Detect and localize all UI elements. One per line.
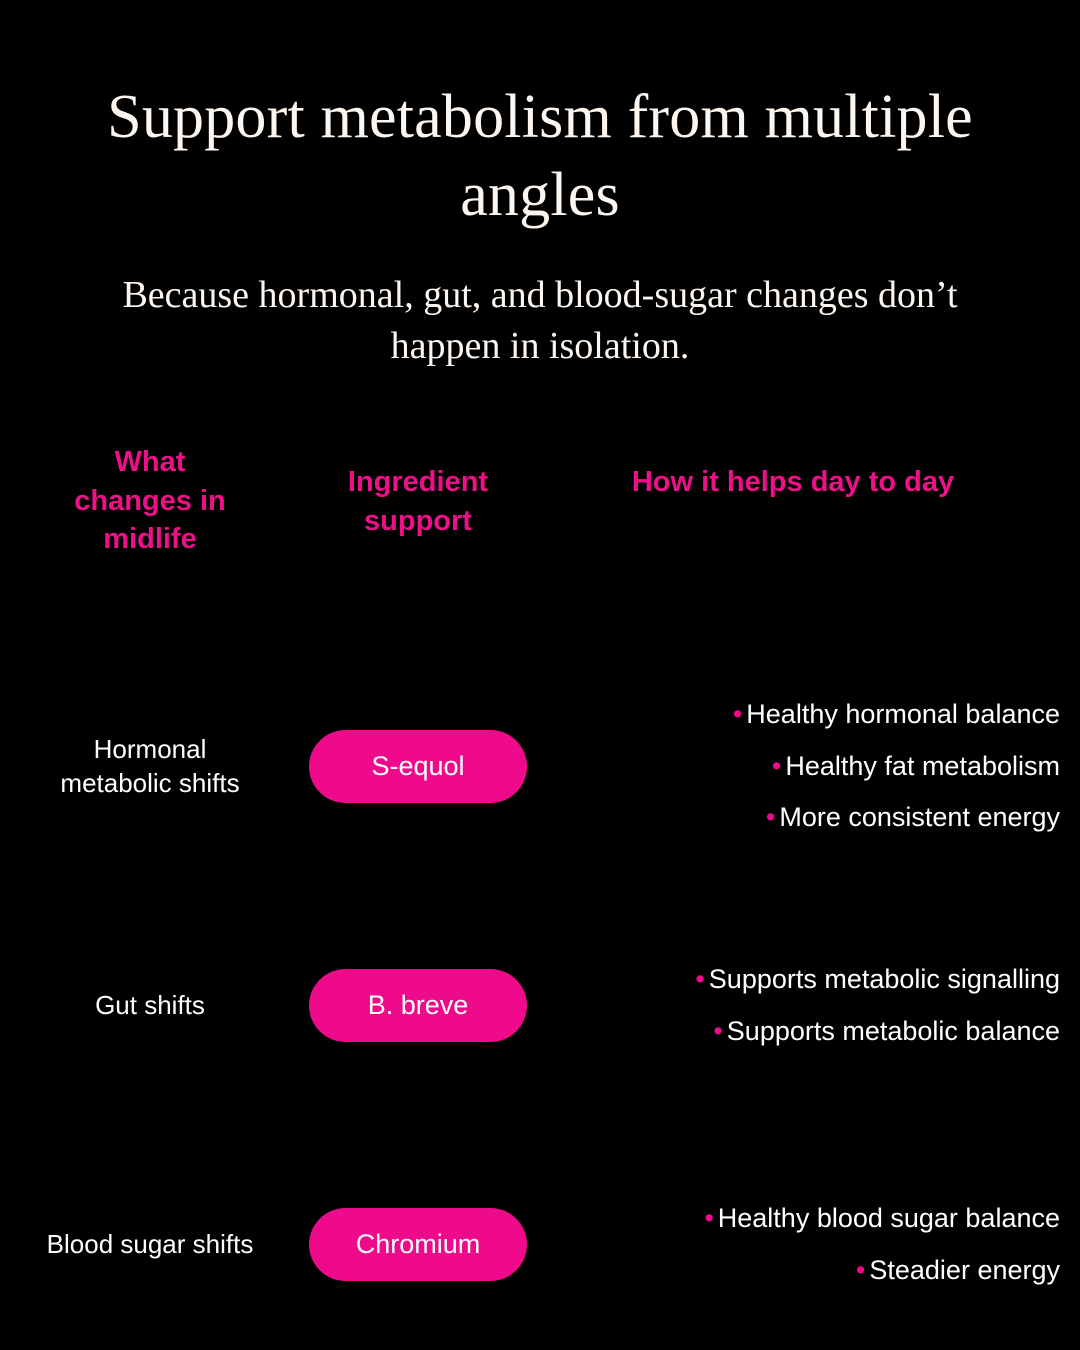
ingredient-pill: S-equol xyxy=(309,730,527,803)
table-row xyxy=(0,883,1080,1128)
benefit-text: Steadier energy xyxy=(869,1254,1060,1285)
header xyxy=(0,0,1080,371)
page-subtitle: Because hormonal, gut, and blood-sugar changes don’t happen in isolation. xyxy=(122,274,958,367)
column-heading-ingredient: Ingredient support xyxy=(347,466,489,537)
benefits-cell xyxy=(536,1204,1080,1285)
benefits-cell xyxy=(536,700,1080,833)
column-heading-changes: What changes in midlife xyxy=(74,446,226,555)
benefit-item xyxy=(536,700,1060,730)
ingredient-cell xyxy=(300,1208,536,1281)
bullet-icon: • xyxy=(771,750,782,781)
benefit-text: Supports metabolic signalling xyxy=(708,963,1060,994)
bullet-icon: • xyxy=(732,699,743,730)
benefit-text: More consistent energy xyxy=(779,802,1060,833)
change-label: Gut shifts xyxy=(95,989,205,1020)
benefit-text: Healthy blood sugar balance xyxy=(717,1202,1060,1233)
bullet-icon: • xyxy=(713,1015,723,1046)
benefit-item xyxy=(536,965,1060,995)
benefit-item xyxy=(536,1017,1060,1047)
benefit-item xyxy=(536,1204,1060,1234)
change-label: Blood sugar shifts xyxy=(46,1228,254,1259)
benefit-item xyxy=(536,1256,1060,1286)
bullet-icon: • xyxy=(704,1202,714,1233)
page-title: Support metabolism from multiple angles xyxy=(107,83,973,230)
bullet-icon: • xyxy=(695,963,705,994)
comparison-table xyxy=(0,644,1080,1350)
benefit-text: Supports metabolic balance xyxy=(726,1015,1060,1046)
table-row xyxy=(0,644,1080,889)
ingredient-pill: B. breve xyxy=(309,969,527,1042)
ingredient-pill: Chromium xyxy=(309,1208,527,1281)
bullet-icon: • xyxy=(765,802,776,833)
ingredient-cell xyxy=(300,730,536,803)
benefit-text: Healthy hormonal balance xyxy=(746,699,1060,730)
change-label: Hormonal metabolic shifts xyxy=(60,733,240,798)
benefits-cell xyxy=(536,965,1080,1046)
benefit-text: Healthy fat metabolism xyxy=(785,750,1060,781)
column-headings xyxy=(0,443,1080,558)
benefit-item xyxy=(536,803,1060,833)
table-row xyxy=(0,1122,1080,1350)
benefit-item xyxy=(536,752,1060,782)
column-heading-benefits: How it helps day to day xyxy=(631,466,955,499)
ingredient-cell xyxy=(300,969,536,1042)
bullet-icon: • xyxy=(855,1254,866,1285)
